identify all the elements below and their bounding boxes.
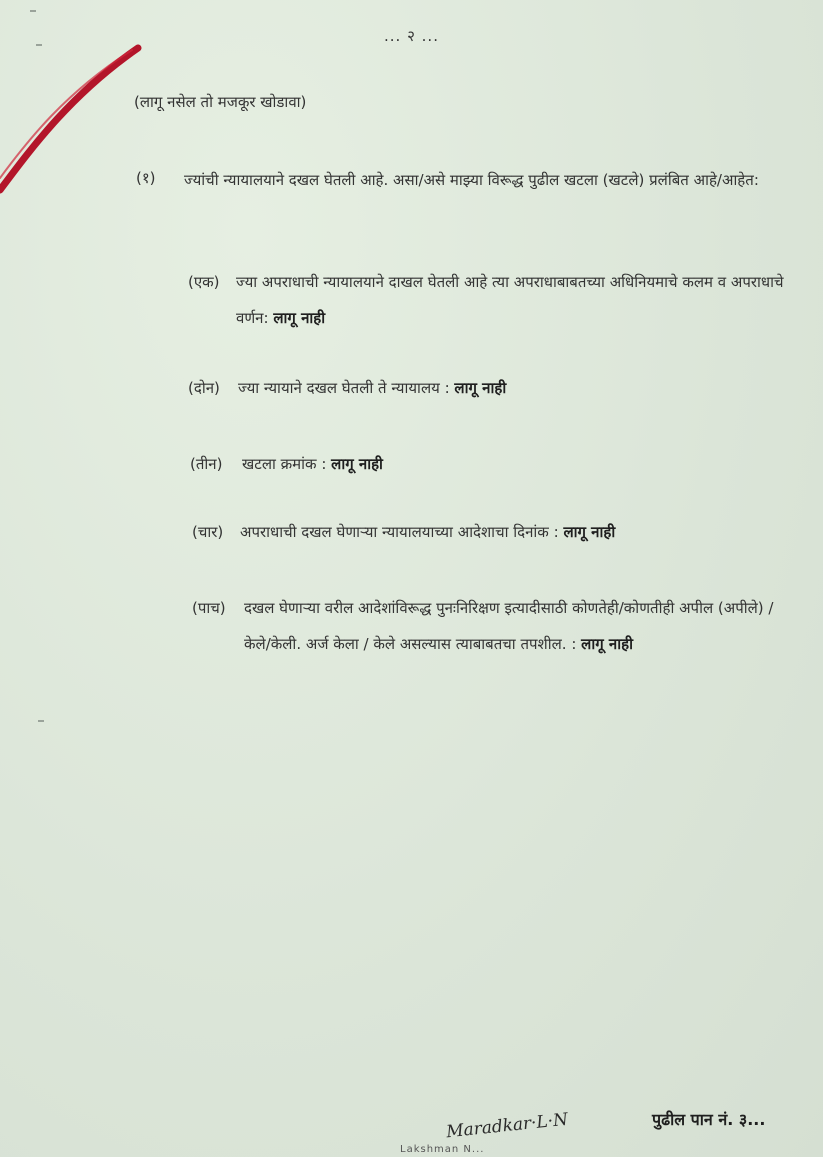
- item-text: खटला क्रमांक :: [242, 455, 327, 473]
- list-item-5: [192, 590, 788, 662]
- item-marker: (तीन): [190, 455, 223, 473]
- clause-text: ज्यांची न्यायालयाने दखल घेतली आहे. असा/असे माझ्या विरूद्ध पुढील खटला (खटले) प्रलंबित आहे/आहेत:: [184, 171, 759, 189]
- edge-mark: [30, 10, 36, 12]
- item-body: [188, 264, 788, 336]
- list-item-2: [188, 370, 788, 406]
- item-marker: (चार): [192, 523, 224, 541]
- item-value: लागू नाही: [563, 523, 616, 541]
- item-body: [192, 590, 788, 662]
- item-text: ज्या न्यायाने दखल घेतली ते न्यायालय :: [238, 379, 450, 397]
- edge-mark: [38, 720, 44, 722]
- handwritten-signature: Maradkar·L·N: [445, 1109, 569, 1143]
- item-marker: (एक): [188, 273, 220, 291]
- item-value: लागू नाही: [454, 379, 507, 397]
- list-item-3: [190, 446, 790, 482]
- signature-subtext: Lakshman N...: [400, 1144, 485, 1155]
- item-marker: (दोन): [188, 379, 220, 397]
- list-item-1: [188, 264, 788, 336]
- item-marker: (पाच): [192, 599, 226, 617]
- page-number-header: ... २ ...: [384, 27, 439, 45]
- item-text: दखल घेणाऱ्या वरील आदेशांविरूद्ध पुनःनिरिक्षण इत्यादीसाठी कोणतेही/कोणतीही अपील (अपीले) / केले/केली. अर्ज केला / केले असल्यास त्याबाबतचा तपशील. :: [244, 599, 774, 653]
- next-page-indicator: पुढील पान नं. ३...: [652, 1110, 766, 1129]
- item-text: ज्या अपराधाची न्यायालयाने दाखल घेतली आहे त्या अपराधाबाबतच्या अधिनियमाचे कलम व अपराधाचे वर्णन:: [236, 273, 784, 327]
- item-value: लागू नाही: [273, 309, 326, 327]
- item-value: लागू नाही: [331, 455, 383, 473]
- item-text: अपराधाची दखल घेणाऱ्या न्यायालयाच्या आदेशाचा दिनांक :: [240, 523, 559, 541]
- item-body: [192, 514, 792, 550]
- item-body: [190, 446, 790, 482]
- list-item-4: [192, 514, 792, 550]
- item-value: लागू नाही: [581, 635, 633, 653]
- instruction-note: (लागू नसेल तो मजकूर खोडावा): [134, 93, 307, 111]
- item-body: [188, 370, 788, 406]
- clause-number: (१): [136, 169, 156, 187]
